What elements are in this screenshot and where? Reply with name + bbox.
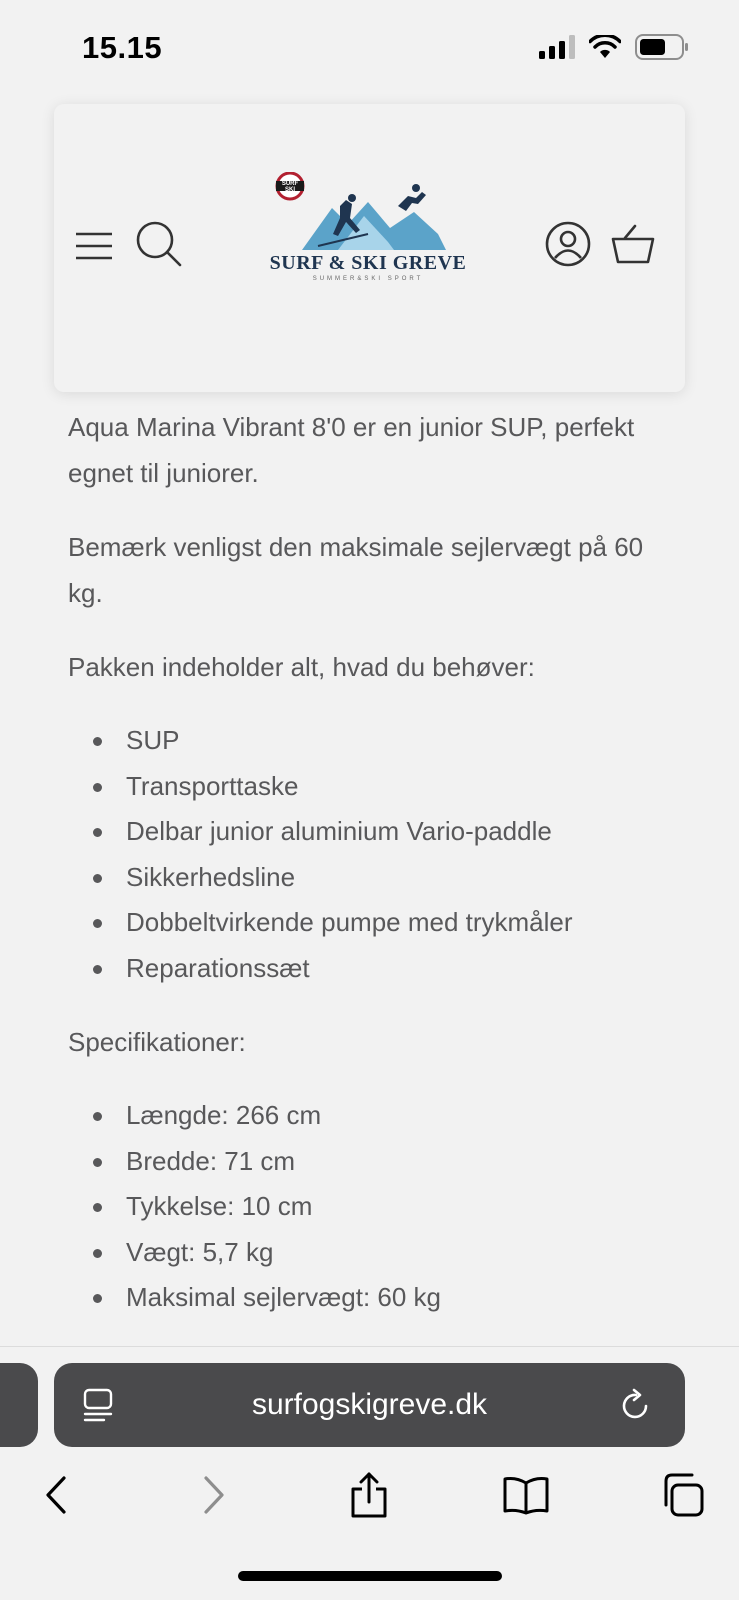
product-description (68, 404, 678, 1349)
specs-list (68, 1093, 678, 1321)
shopping-basket-icon (611, 224, 655, 264)
browser-nav-row (0, 1465, 739, 1525)
home-indicator[interactable] (238, 1571, 502, 1581)
user-account-icon (545, 221, 591, 267)
tabs-icon (660, 1473, 704, 1517)
book-icon (502, 1475, 550, 1515)
list-item: Maksimal sejlervægt: 60 kg (68, 1275, 678, 1321)
list-item: Længde: 266 cm (68, 1093, 678, 1139)
address-bar[interactable] (54, 1363, 685, 1447)
chevron-right-icon (200, 1475, 228, 1515)
account-button[interactable] (544, 220, 592, 268)
list-item: Reparationssæt (68, 946, 678, 992)
logo-name: SURF & SKI GREVE (269, 252, 467, 274)
store-logo[interactable] (268, 172, 468, 292)
url-text: surfogskigreve.dk (251, 1388, 488, 1421)
status-time: 15.15 (82, 30, 163, 65)
share-icon (349, 1472, 389, 1518)
back-button[interactable] (26, 1465, 86, 1525)
list-item: Sikkerhedsline (68, 855, 678, 901)
list-item: Tykkelse: 10 cm (68, 1184, 678, 1230)
cart-button[interactable] (609, 220, 657, 268)
battery-icon (635, 34, 689, 60)
hamburger-menu-icon (75, 232, 113, 260)
list-item: Transporttaske (68, 764, 678, 810)
search-button[interactable] (134, 218, 184, 270)
reload-button[interactable] (616, 1385, 656, 1425)
list-item: Bredde: 71 cm (68, 1139, 678, 1185)
tabs-button[interactable] (652, 1465, 712, 1525)
chevron-left-icon (42, 1475, 70, 1515)
browser-toolbar (0, 1346, 739, 1600)
search-icon (135, 220, 183, 268)
list-item: SUP (68, 718, 678, 764)
logo-badge-text: SURF SKI (281, 181, 299, 193)
specs-heading: Specifikationer: (68, 1027, 246, 1057)
package-list (68, 718, 678, 991)
site-header (54, 104, 685, 392)
logo-tagline: SUMMER&SKI SPORT (312, 276, 424, 282)
status-bar (0, 0, 739, 100)
reload-icon (620, 1388, 652, 1422)
list-item: Delbar junior aluminium Vario-paddle (68, 809, 678, 855)
list-item: Dobbeltvirkende pumpe med trykmåler (68, 900, 678, 946)
forward-button[interactable] (184, 1465, 244, 1525)
wifi-icon (589, 35, 621, 59)
menu-button[interactable] (74, 226, 114, 266)
list-item: Vægt: 5,7 kg (68, 1230, 678, 1276)
package-heading: Pakken indeholder alt, hvad du behøver: (68, 652, 535, 682)
bookmarks-button[interactable] (496, 1465, 556, 1525)
cellular-signal-icon (539, 35, 575, 59)
intro-paragraph: Aqua Marina Vibrant 8'0 er en junior SUP, perfekt egnet til juniorer. (68, 412, 635, 488)
weight-note-paragraph: Bemærk venligst den maksimale sejlervægt på 60 kg. (68, 532, 644, 608)
previous-tab-preview[interactable] (0, 1363, 38, 1447)
share-button[interactable] (339, 1465, 399, 1525)
status-icons (539, 34, 689, 60)
